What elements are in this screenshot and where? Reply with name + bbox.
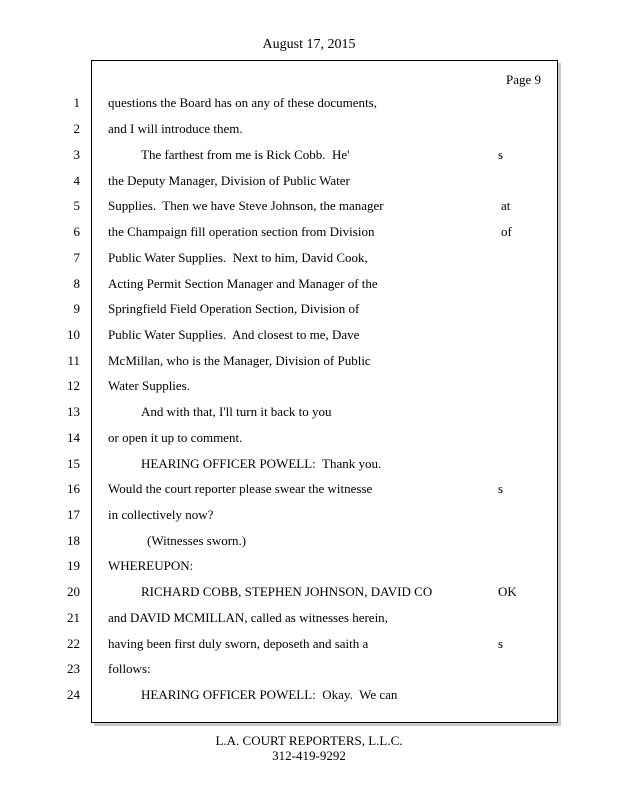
line-number: 6 bbox=[73, 224, 80, 239]
line-number: 12 bbox=[67, 378, 80, 393]
line-number: 19 bbox=[67, 558, 80, 573]
line-number: 22 bbox=[67, 636, 80, 651]
line-text: and I will introduce them. bbox=[108, 121, 243, 136]
line-number: 2 bbox=[73, 121, 80, 136]
line-number: 4 bbox=[73, 173, 80, 188]
page-number: Page 9 bbox=[505, 72, 541, 87]
line-number: 13 bbox=[67, 404, 80, 419]
line-text: Water Supplies. bbox=[108, 378, 190, 393]
line-text: and DAVID MCMILLAN, called as witnesses herein, bbox=[108, 610, 388, 625]
line-tail: of bbox=[501, 224, 512, 239]
transcript-line bbox=[0, 198, 618, 218]
transcript-line bbox=[0, 481, 618, 501]
transcript-line bbox=[0, 636, 618, 656]
line-tail: s bbox=[498, 481, 504, 496]
transcript-line bbox=[0, 610, 618, 630]
line-text: HEARING OFFICER POWELL: Thank you. bbox=[141, 456, 382, 471]
transcript-line bbox=[0, 327, 618, 347]
line-text: Would the court reporter please swear the witnesse bbox=[108, 481, 373, 496]
transcript-line bbox=[0, 95, 618, 115]
transcript-line bbox=[0, 430, 618, 450]
line-number: 23 bbox=[67, 661, 80, 676]
line-number: 7 bbox=[73, 250, 80, 265]
transcript-line bbox=[0, 533, 618, 553]
line-text: having been first duly sworn, deposeth and saith a bbox=[108, 636, 369, 651]
transcript-line bbox=[0, 147, 618, 167]
line-text: (Witnesses sworn.) bbox=[147, 533, 247, 548]
transcript-line bbox=[0, 276, 618, 296]
line-number: 15 bbox=[67, 456, 80, 471]
line-number: 17 bbox=[67, 507, 80, 522]
footer-phone: 312-419-9292 bbox=[272, 748, 346, 763]
transcript-line bbox=[0, 353, 618, 373]
line-text: the Champaign fill operation section from Division bbox=[108, 224, 375, 239]
line-number: 14 bbox=[67, 430, 80, 445]
line-text: Acting Permit Section Manager and Manager of the bbox=[108, 276, 378, 291]
line-number: 21 bbox=[67, 610, 80, 625]
transcript-line bbox=[0, 584, 618, 604]
transcript-line bbox=[0, 661, 618, 681]
line-text: McMillan, who is the Manager, Division of Public bbox=[108, 353, 371, 368]
line-text: The farthest from me is Rick Cobb. He' bbox=[141, 147, 350, 162]
line-number: 3 bbox=[73, 147, 80, 162]
line-text: WHEREUPON: bbox=[108, 558, 194, 573]
transcript-line bbox=[0, 507, 618, 527]
line-text: in collectively now? bbox=[108, 507, 214, 522]
line-text: Springfield Field Operation Section, Division of bbox=[108, 301, 360, 316]
line-number: 20 bbox=[67, 584, 80, 599]
line-tail: OK bbox=[498, 584, 517, 599]
transcript-line bbox=[0, 250, 618, 270]
line-number: 9 bbox=[73, 301, 80, 316]
header-date: August 17, 2015 bbox=[262, 37, 356, 52]
line-tail: at bbox=[501, 198, 511, 213]
line-text: the Deputy Manager, Division of Public Water bbox=[108, 173, 350, 188]
line-number: 24 bbox=[67, 687, 80, 702]
footer-company: L.A. COURT REPORTERS, L.L.C. bbox=[215, 733, 403, 748]
line-number: 11 bbox=[67, 353, 80, 368]
transcript-line bbox=[0, 301, 618, 321]
transcript-line bbox=[0, 404, 618, 424]
line-text: Public Water Supplies. And closest to me, Dave bbox=[108, 327, 360, 342]
transcript-line bbox=[0, 121, 618, 141]
line-number: 8 bbox=[73, 276, 80, 291]
line-text: And with that, I'll turn it back to you bbox=[141, 404, 332, 419]
line-text: questions the Board has on any of these documents, bbox=[108, 95, 377, 110]
line-number: 1 bbox=[73, 95, 80, 110]
line-text: follows: bbox=[108, 661, 151, 676]
transcript-line bbox=[0, 224, 618, 244]
transcript-line bbox=[0, 378, 618, 398]
transcript-line bbox=[0, 456, 618, 476]
line-number: 5 bbox=[73, 198, 80, 213]
line-tail: s bbox=[498, 636, 504, 651]
line-text: HEARING OFFICER POWELL: Okay. We can bbox=[141, 687, 398, 702]
line-text: RICHARD COBB, STEPHEN JOHNSON, DAVID CO bbox=[141, 584, 433, 599]
line-number: 10 bbox=[67, 327, 80, 342]
transcript-line bbox=[0, 687, 618, 707]
transcript-line bbox=[0, 173, 618, 193]
line-number: 18 bbox=[67, 533, 80, 548]
line-text: Public Water Supplies. Next to him, David Cook, bbox=[108, 250, 368, 265]
transcript-line bbox=[0, 558, 618, 578]
line-tail: s bbox=[498, 147, 504, 162]
line-text: or open it up to comment. bbox=[108, 430, 243, 445]
line-number: 16 bbox=[67, 481, 80, 496]
line-text: Supplies. Then we have Steve Johnson, the manager bbox=[108, 198, 384, 213]
